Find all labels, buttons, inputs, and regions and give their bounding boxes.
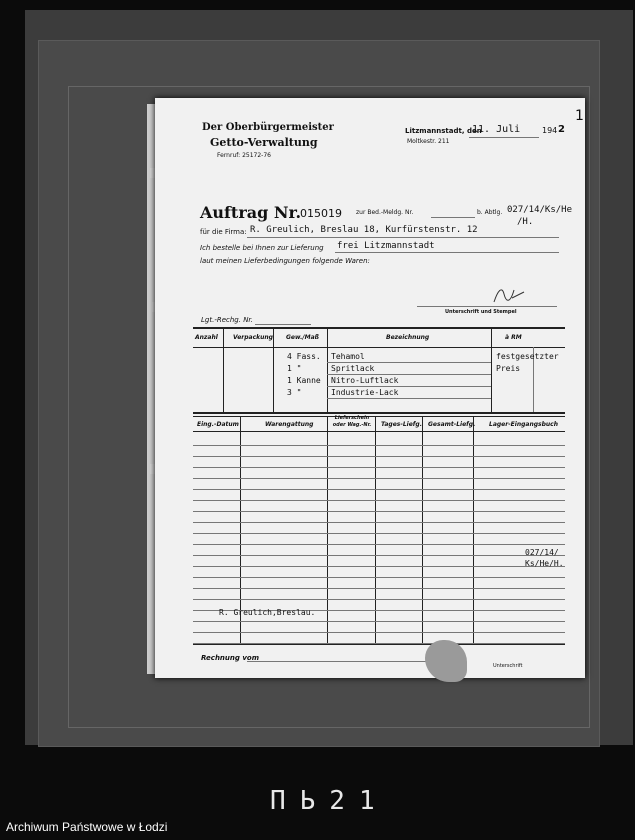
items-table-bottom bbox=[193, 412, 565, 414]
receipt-ruled-line bbox=[193, 478, 565, 479]
items-table-top bbox=[193, 327, 565, 329]
firm-label: für die Firma: bbox=[200, 228, 247, 236]
items-header-gew: Gew./Maß bbox=[286, 334, 319, 341]
order-form bbox=[155, 98, 585, 678]
price-line1: festgesetzter bbox=[496, 352, 559, 361]
receipt-ruled-line bbox=[193, 511, 565, 512]
price-line2: Preis bbox=[496, 364, 521, 373]
film-frame-code: ПЬ21 bbox=[270, 786, 389, 816]
firm-line bbox=[247, 237, 559, 238]
items-header-price: à RM bbox=[505, 334, 522, 341]
receipt-table-bottom bbox=[193, 644, 565, 645]
letterhead-line2: Getto-Verwaltung bbox=[210, 136, 318, 149]
table-row bbox=[287, 388, 301, 397]
signature-caption: Unterschrift und Stempel bbox=[445, 309, 517, 315]
item-unit: " bbox=[296, 364, 302, 373]
firm-value: R. Greulich, Breslau 18, Kurfürstenstr. 12 bbox=[250, 225, 478, 235]
receipt-ruled-line bbox=[193, 500, 565, 501]
receipt-ref-line1: 027/14/ bbox=[525, 548, 559, 557]
footer-rechnung: Rechnung vom bbox=[201, 654, 259, 662]
receipt-ruled-line bbox=[193, 533, 565, 534]
receipt-header-lager: Lager-Eingangsbuch bbox=[489, 421, 558, 428]
abtlg-label: b. Abtlg. bbox=[477, 209, 503, 216]
ref-label: zur Bed.-Meldg. Nr. bbox=[356, 209, 414, 216]
lgt-line bbox=[255, 324, 311, 325]
letterhead-phone: Fernruf: 25172-76 bbox=[217, 152, 271, 159]
table-row bbox=[287, 364, 301, 373]
delivery-label: Ich bestelle bei Ihnen zur Lieferung bbox=[200, 244, 324, 252]
item-qty: 4 bbox=[287, 352, 292, 361]
table-row bbox=[287, 376, 321, 385]
date-value: 11. Juli bbox=[472, 124, 521, 135]
receipt-ruled-line bbox=[193, 577, 565, 578]
table-row bbox=[287, 352, 321, 361]
item-unit: " bbox=[296, 388, 302, 397]
archive-name: Archiwum Państwowe w Łodzi bbox=[6, 820, 168, 834]
items-row-line bbox=[327, 374, 491, 375]
delivery-value: frei Litzmannstadt bbox=[337, 241, 435, 251]
signature-scribble bbox=[490, 284, 530, 306]
page-mark: 1 bbox=[575, 108, 584, 124]
items-header-anzahl: Anzahl bbox=[195, 334, 218, 341]
items-row-line bbox=[327, 386, 491, 387]
order-number: 015019 bbox=[300, 207, 342, 220]
item-qty: 1 bbox=[287, 376, 292, 385]
receipt-ruled-line bbox=[193, 445, 565, 446]
receipt-table-top bbox=[193, 416, 565, 417]
item-name: Industrie-Lack bbox=[331, 388, 399, 397]
receipt-ruled-line bbox=[193, 566, 565, 567]
receipt-header-tages: Tages-Liefg. bbox=[381, 421, 422, 428]
order-title: Auftrag Nr. bbox=[200, 203, 302, 222]
items-col-divider bbox=[327, 327, 328, 412]
item-qty: 1 bbox=[287, 364, 292, 373]
receipt-ruled-line bbox=[193, 456, 565, 457]
address: Moltkestr. 211 bbox=[407, 138, 450, 145]
items-row-line bbox=[327, 362, 491, 363]
letterhead-line1: Der Oberbürgermeister bbox=[202, 122, 334, 133]
item-unit: Fass. bbox=[296, 352, 321, 361]
place-label: Litzmannstadt, den bbox=[405, 127, 482, 135]
receipt-ruled-line bbox=[193, 632, 565, 633]
receipt-ruled-line bbox=[193, 588, 565, 589]
footer-unterschrift: Unterschrift bbox=[493, 663, 523, 669]
items-col-divider bbox=[273, 327, 274, 412]
abtlg-value: 027/14/Ks/He bbox=[507, 205, 573, 215]
receipt-header-bottom bbox=[193, 431, 565, 432]
year-prefix: 194 bbox=[542, 126, 558, 135]
receipt-firm: R. Greulich,Breslau. bbox=[219, 608, 316, 617]
item-qty: 3 bbox=[287, 388, 292, 397]
items-col-divider bbox=[491, 327, 492, 412]
item-name: Spritlack bbox=[331, 364, 375, 373]
items-col-divider bbox=[223, 327, 224, 412]
receipt-ruled-line bbox=[193, 522, 565, 523]
terms-text: laut meinen Lieferbedingungen folgende Waren: bbox=[200, 257, 370, 265]
item-unit: Kanne bbox=[296, 376, 321, 385]
receipt-ref-line2: Ks/He/H. bbox=[525, 559, 564, 568]
receipt-ruled-line bbox=[193, 467, 565, 468]
receipt-header-date: Eing.-Datum bbox=[197, 421, 239, 428]
receipt-ruled-line bbox=[193, 555, 565, 556]
items-header-bezeichnung: Bezeichnung bbox=[386, 334, 430, 341]
item-name: Nitro-Luftlack bbox=[331, 376, 399, 385]
receipt-header-ware: Warengattung bbox=[265, 421, 314, 428]
abtlg-value2: /H. bbox=[517, 217, 534, 227]
receipt-ruled-line bbox=[193, 544, 565, 545]
items-header-verpackung: Verpackung bbox=[233, 334, 273, 341]
signature-line bbox=[417, 306, 557, 307]
lgt-label: Lgt.-Rechg. Nr. bbox=[201, 316, 253, 324]
receipt-ruled-line bbox=[193, 643, 565, 644]
date-line bbox=[469, 137, 539, 138]
receipt-ruled-line bbox=[193, 621, 565, 622]
receipt-ruled-line bbox=[193, 489, 565, 490]
item-name: Tehamol bbox=[331, 352, 365, 361]
items-row-line bbox=[327, 398, 491, 399]
receipt-header-lieferschein: Lieferschein oder Wag.-Nr. bbox=[332, 415, 372, 428]
items-table-header-bottom bbox=[193, 347, 565, 348]
year-digit: 2 bbox=[558, 124, 565, 135]
receipt-header-gesamt: Gesamt-Liefg. bbox=[428, 421, 476, 428]
ref-line bbox=[431, 217, 475, 218]
delivery-line bbox=[335, 252, 559, 253]
receipt-ruled-line bbox=[193, 599, 565, 600]
